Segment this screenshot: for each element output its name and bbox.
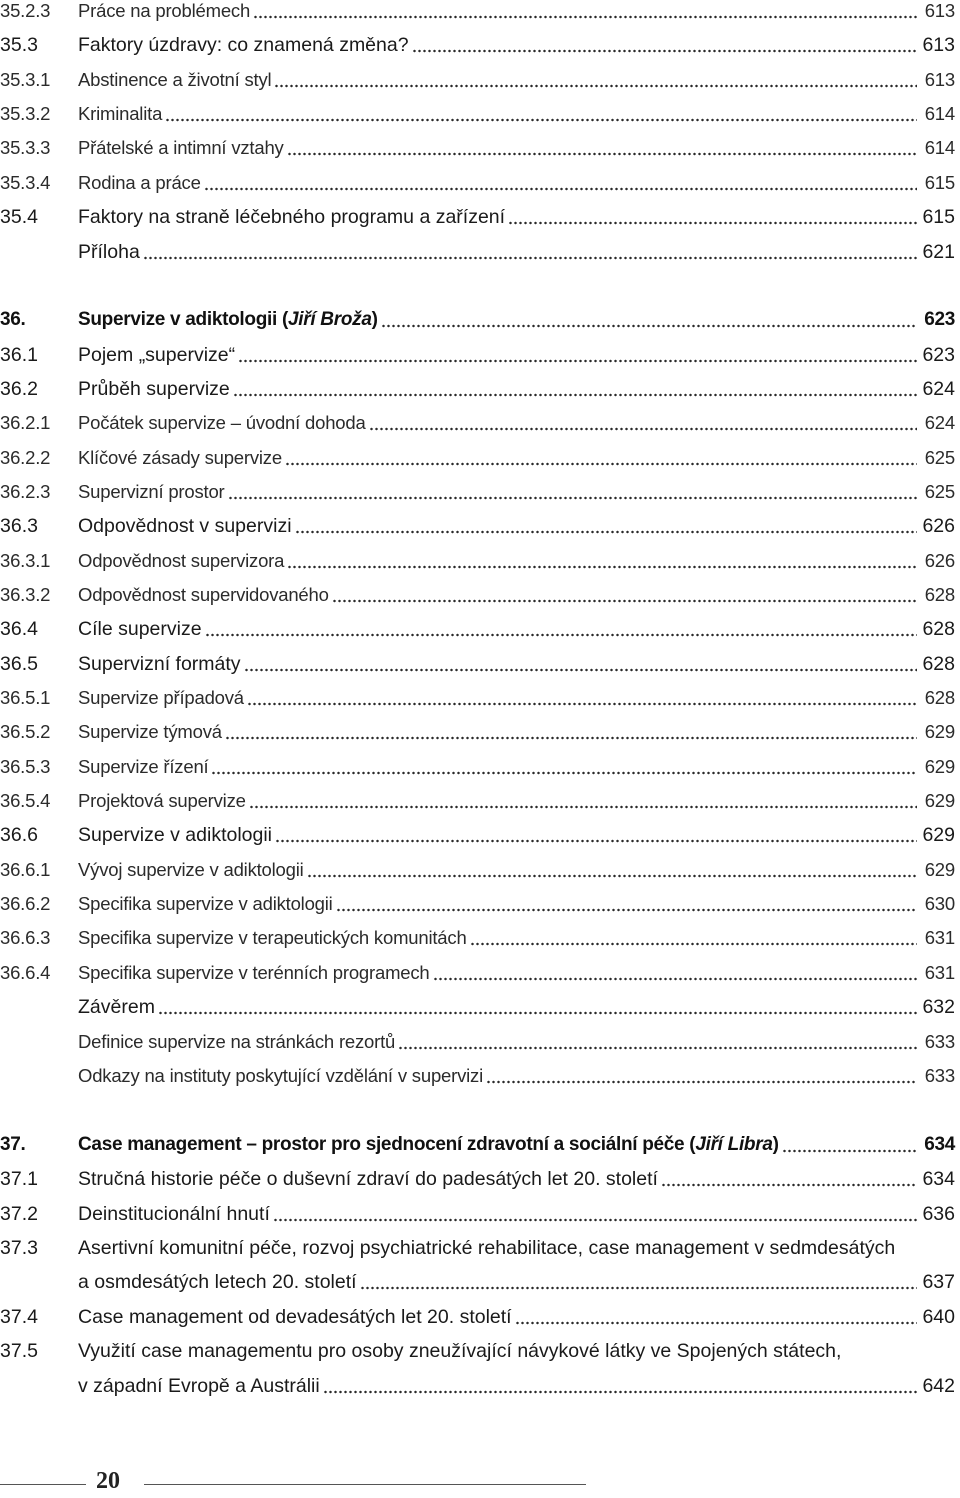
toc-entry-page: 629	[924, 790, 955, 811]
toc-entry-line	[78, 647, 955, 681]
toc-entry-line	[78, 63, 955, 97]
toc-entry	[0, 406, 955, 440]
toc-entry-title	[78, 790, 246, 812]
toc-entry	[0, 818, 955, 852]
toc-entry-title-text: Odpovědnost supervidovaného	[78, 584, 329, 605]
dot-leader	[225, 734, 917, 742]
toc-entry-title	[78, 824, 272, 847]
toc-entry-title-text: Cíle supervize	[78, 617, 202, 640]
toc-entry-line	[78, 509, 955, 543]
toc-entry-line	[78, 1197, 955, 1231]
toc-entry-title-text: Odpovědnost v supervizi	[78, 514, 292, 537]
dot-leader	[205, 631, 917, 639]
toc-entry-page: 623	[922, 343, 955, 366]
toc-entry-title-text: Specifika supervize v terénních programech	[78, 962, 430, 983]
dot-leader	[360, 1284, 917, 1292]
toc-entry-title	[78, 103, 162, 125]
toc-entry-title-text: Supervize týmová	[78, 721, 222, 742]
toc-entry-line	[78, 1265, 955, 1299]
dot-leader	[515, 1319, 917, 1327]
toc-entry-number: 36.3	[0, 515, 38, 537]
toc-entry-line	[78, 372, 955, 406]
toc-entry	[0, 1059, 955, 1093]
toc-entry-number: 36.6.3	[0, 927, 51, 948]
toc-entry-title	[78, 172, 201, 194]
toc-entry-number: 36.2.3	[0, 481, 51, 502]
toc-entry-title	[78, 1203, 270, 1226]
toc-entry-number: 35.3.3	[0, 137, 51, 158]
toc-entry	[0, 750, 955, 784]
toc-entry-line	[78, 715, 955, 749]
toc-entry-title-text: v západní Evropě a Austrálii	[78, 1374, 320, 1397]
toc-entry-title-text: Faktory úzdravy: co znamená změna?	[78, 33, 409, 56]
dot-leader	[412, 47, 917, 55]
toc-entry-line	[78, 97, 955, 131]
dot-leader	[273, 1216, 917, 1224]
toc-entry-page: 634	[922, 1167, 955, 1190]
toc-entry-title	[78, 137, 284, 159]
toc-entry-page: 630	[924, 893, 955, 914]
toc-entry-number: 36.6.4	[0, 962, 51, 983]
toc-entry-line	[78, 303, 955, 337]
toc-entry	[0, 1197, 955, 1231]
toc-entry	[0, 1369, 955, 1403]
footer-rule-left	[0, 1484, 86, 1485]
dot-leader	[249, 803, 917, 811]
toc-entry	[0, 372, 955, 406]
toc-entry-title-text: Supervize v adiktologii (	[78, 309, 288, 330]
dot-leader	[433, 975, 917, 983]
dot-leader	[165, 116, 917, 124]
toc-entry-title	[78, 1168, 658, 1191]
toc-entry-number: 35.4	[0, 206, 38, 228]
dot-leader	[285, 460, 917, 468]
toc-entry-number: 35.3.1	[0, 69, 51, 90]
dot-leader	[336, 906, 917, 914]
toc-entry	[0, 338, 955, 372]
toc-entry-number: 36.5.3	[0, 756, 51, 777]
toc-entry-title	[78, 962, 430, 984]
toc-entry-number: 36.6.1	[0, 859, 51, 880]
toc-entry	[0, 578, 955, 612]
toc-entry-page: 624	[922, 377, 955, 400]
toc-entry-title-text: Pojem „supervize“	[78, 343, 236, 366]
toc-entry-title-text: Průběh supervize	[78, 377, 230, 400]
dot-leader	[332, 597, 917, 605]
toc-entry	[0, 1128, 955, 1162]
toc-entry-number: 37.3	[0, 1237, 38, 1259]
toc-entry-title-text: Odkazy na instituty poskytující vzdělání v supervizi	[78, 1065, 484, 1086]
toc-entry-page: 625	[924, 447, 955, 468]
toc-entry-title-text: Supervize řízení	[78, 756, 209, 777]
toc-entry	[0, 97, 955, 131]
toc-entry-title	[78, 1237, 895, 1260]
toc-entry-number: 36.6.2	[0, 893, 51, 914]
toc-entry-line	[78, 887, 955, 921]
toc-entry-line	[78, 338, 955, 372]
dot-leader	[274, 82, 917, 90]
toc-entry-title-text: Abstinence a životní styl	[78, 69, 272, 90]
toc-entry	[0, 63, 955, 97]
toc-entry-page: 628	[924, 687, 955, 708]
dot-leader	[211, 769, 917, 777]
toc-entry-title	[78, 241, 140, 264]
toc-entry-line	[78, 578, 955, 612]
toc-entry-page: 614	[924, 103, 955, 124]
toc-entry-title	[78, 1306, 512, 1329]
toc-entry-line	[78, 1369, 955, 1403]
toc-entry-page: 634	[924, 1134, 955, 1155]
toc-entry-number: 36.1	[0, 344, 38, 366]
toc-entry-page: 640	[922, 1305, 955, 1328]
toc-entry-title-text: Faktory na straně léčebného programu a zařízení	[78, 205, 506, 228]
toc-entry-title-text: Specifika supervize v terapeutických komunitách	[78, 927, 467, 948]
toc-entry-title-text: Příloha	[78, 240, 140, 263]
toc-entry-line	[78, 406, 955, 440]
toc-entry	[0, 1025, 955, 1059]
toc-entry-title-text: a osmdesátých letech 20. století	[78, 1270, 357, 1293]
toc-entry-title-text: Case management – prostor pro sjednocení zdravotní a sociální péče (	[78, 1134, 696, 1155]
toc-entry-title-text: Specifika supervize v adiktologii	[78, 893, 333, 914]
toc-entry-page: 632	[922, 995, 955, 1018]
dot-leader	[143, 254, 917, 262]
toc-entry-title	[78, 687, 244, 709]
toc-entry-number: 37.5	[0, 1340, 38, 1362]
toc-entry-title	[78, 893, 333, 915]
toc-entry-title-suffix: )	[772, 1134, 779, 1155]
toc-entry	[0, 1334, 955, 1368]
toc-entry-title-text: Počátek supervize – úvodní dohoda	[78, 412, 366, 433]
toc-entry	[0, 853, 955, 887]
dot-leader	[295, 528, 917, 536]
dot-leader	[323, 1388, 917, 1396]
toc-entry-page: 636	[922, 1202, 955, 1225]
dot-leader	[158, 1009, 917, 1017]
toc-entry-page: 637	[922, 1270, 955, 1293]
toc-entry-title	[78, 756, 208, 778]
dot-leader	[369, 425, 917, 433]
toc-entry-title	[78, 34, 409, 57]
toc-entry-line	[78, 1025, 955, 1059]
toc-entry-line	[78, 1128, 955, 1162]
toc-entry-line	[78, 612, 955, 646]
toc-entry-title	[78, 927, 467, 949]
toc-entry-title-text: Case management od devadesátých let 20. století	[78, 1305, 512, 1328]
toc-entry	[0, 475, 955, 509]
toc-entry-line	[78, 475, 955, 509]
toc-entry-line	[78, 131, 955, 165]
toc-entry-title-text: Přátelské a intimní vztahy	[78, 137, 284, 158]
toc-entry-number: 36.2	[0, 378, 38, 400]
toc-entry-page: 625	[924, 481, 955, 502]
toc-entry-page: 614	[924, 137, 955, 158]
toc-entry-title-text: Projektová supervize	[78, 790, 246, 811]
toc-entry-line	[78, 28, 955, 62]
toc-entry-number: 36.	[0, 309, 26, 330]
toc-entry-title-text: Supervizní formáty	[78, 652, 241, 675]
toc-entry-title-text: Rodina a práce	[78, 172, 201, 193]
toc-entry-number: 35.3	[0, 34, 38, 56]
toc-entry-page: 613	[924, 69, 955, 90]
toc-entry	[0, 1265, 955, 1299]
toc-entry-number: 35.3.2	[0, 103, 51, 124]
toc-entry	[0, 200, 955, 234]
dot-leader	[287, 563, 917, 571]
toc-entry	[0, 990, 955, 1024]
toc-entry-number: 36.4	[0, 618, 38, 640]
toc-entry-number: 37.1	[0, 1168, 38, 1190]
toc-entry-title	[78, 69, 271, 91]
toc-entry-title	[78, 721, 222, 743]
toc-entry-title-text: Supervizní prostor	[78, 481, 225, 502]
toc-entry-line	[78, 818, 955, 852]
toc-entry-line	[78, 1300, 955, 1334]
toc-entry-line	[78, 1231, 955, 1265]
toc-entry-number: 37.	[0, 1134, 26, 1155]
dot-leader	[661, 1181, 917, 1189]
toc-entry-line	[78, 166, 955, 200]
toc-entry-title	[78, 1031, 395, 1053]
toc-entry-page: 631	[924, 962, 955, 983]
toc-entry	[0, 647, 955, 681]
toc-entry	[0, 612, 955, 646]
toc-entry-page: 615	[922, 205, 955, 228]
toc-entry-title	[78, 0, 250, 22]
toc-entry-line	[78, 0, 955, 28]
dot-leader	[398, 1044, 917, 1052]
dot-leader	[233, 391, 917, 399]
toc-entry-title	[78, 412, 366, 434]
toc-entry-author: Jiří Libra	[695, 1134, 773, 1155]
dot-leader	[238, 357, 917, 365]
toc-entry	[0, 131, 955, 165]
toc-entry-page: 629	[922, 823, 955, 846]
toc-entry-title	[78, 378, 230, 401]
toc-entry-title-text: Práce na problémech	[78, 0, 251, 21]
toc-entry	[0, 956, 955, 990]
toc-entry-page: 615	[924, 172, 955, 193]
toc-entry	[0, 887, 955, 921]
toc-entry-title	[78, 309, 378, 331]
toc-entry-number: 36.3.2	[0, 584, 51, 605]
dot-leader	[253, 13, 917, 21]
toc-entry-title-suffix: )	[371, 309, 378, 330]
toc-entry-title	[78, 996, 155, 1019]
toc-entry-line	[78, 921, 955, 955]
toc-entry-number: 35.2.3	[0, 0, 51, 21]
footer-rule-right	[144, 1484, 586, 1485]
dot-leader	[782, 1147, 917, 1155]
toc-entry-line	[78, 956, 955, 990]
toc-entry	[0, 1231, 955, 1265]
toc-entry-page: 633	[924, 1031, 955, 1052]
dot-leader	[470, 940, 917, 948]
toc-entry	[0, 681, 955, 715]
toc-entry	[0, 544, 955, 578]
toc-entry-title-text: Kriminalita	[78, 103, 163, 124]
toc-entry-title	[78, 206, 505, 229]
toc-entry-line	[78, 681, 955, 715]
toc-entry-number: 37.4	[0, 1306, 38, 1328]
toc-entry-title	[78, 653, 241, 676]
toc-entry-title-text: Odpovědnost supervizora	[78, 550, 285, 571]
toc-entry-title-text: Supervize případová	[78, 687, 244, 708]
toc-entry-number: 36.2.2	[0, 447, 51, 468]
toc-entry-title	[78, 550, 284, 572]
dot-leader	[204, 185, 917, 193]
toc-entry-number: 36.5	[0, 653, 38, 675]
page-number: 20	[96, 1468, 120, 1494]
toc-entry-page: 623	[924, 309, 955, 330]
toc-entry-page: 624	[924, 412, 955, 433]
toc-entry-page: 628	[922, 652, 955, 675]
dot-leader	[381, 322, 917, 330]
toc-entry-line	[78, 750, 955, 784]
toc-entry-title	[78, 859, 304, 881]
toc-entry-page: 613	[922, 33, 955, 56]
dot-leader	[508, 219, 917, 227]
toc-entry-title	[78, 481, 225, 503]
toc-entry-page: 642	[922, 1374, 955, 1397]
toc-entry	[0, 441, 955, 475]
toc-entry-line	[78, 200, 955, 234]
toc-entry-title-text: Definice supervize na stránkách rezortů	[78, 1031, 396, 1052]
toc-entry	[0, 235, 955, 269]
toc-entry-line	[78, 235, 955, 269]
dot-leader	[486, 1078, 917, 1086]
toc-entry-line	[78, 784, 955, 818]
toc-entry-page: 628	[924, 584, 955, 605]
toc-entry	[0, 0, 955, 28]
toc-entry-number: 37.2	[0, 1203, 38, 1225]
toc-entry-page: 633	[924, 1065, 955, 1086]
toc-entry-page: 626	[922, 514, 955, 537]
toc-entry-title-text: Stručná historie péče o duševní zdraví do padesátých let 20. století	[78, 1167, 658, 1190]
dot-leader	[244, 666, 917, 674]
toc-entry-page: 629	[924, 721, 955, 742]
toc-entry-title	[78, 1065, 483, 1087]
toc-entry-title-text: Závěrem	[78, 995, 155, 1018]
toc-entry-title-text: Deinstitucionální hnutí	[78, 1202, 270, 1225]
toc-entry-line	[78, 990, 955, 1024]
dot-leader	[287, 150, 917, 158]
toc-entry-title	[78, 447, 282, 469]
toc-entry-title	[78, 618, 202, 641]
toc-entry-line	[78, 1162, 955, 1196]
toc-entry-title-text: Využití case managementu pro osoby zneužívající návykové látky ve Spojených státech,	[78, 1339, 842, 1362]
toc-entry-title	[78, 1271, 357, 1294]
toc-entry-title	[78, 1134, 779, 1156]
toc-entry	[0, 715, 955, 749]
toc-entry	[0, 1162, 955, 1196]
toc-entry-number: 35.3.4	[0, 172, 51, 193]
toc-entry-page: 626	[924, 550, 955, 571]
toc-entry-page: 621	[922, 240, 955, 263]
toc-entry	[0, 784, 955, 818]
toc-entry-line	[78, 1334, 955, 1368]
toc-entry-page: 631	[924, 927, 955, 948]
toc-entry-title-text: Klíčové zásady supervize	[78, 447, 282, 468]
toc-entry-title	[78, 1375, 320, 1398]
toc-entry-page: 628	[922, 617, 955, 640]
toc-entry-number: 36.5.4	[0, 790, 51, 811]
toc-entry-number: 36.3.1	[0, 550, 51, 571]
dot-leader	[247, 700, 917, 708]
toc-entry	[0, 921, 955, 955]
toc-entry-title-text: Vývoj supervize v adiktologii	[78, 859, 304, 880]
toc-entry-title-text: Supervize v adiktologii	[78, 823, 273, 846]
toc-entry	[0, 166, 955, 200]
toc-entry-line	[78, 1059, 955, 1093]
toc-entry-line	[78, 853, 955, 887]
toc-entry-line	[78, 441, 955, 475]
toc-entry-title-text: Asertivní komunitní péče, rozvoj psychiatrické rehabilitace, case management v sedmdesátých	[78, 1236, 896, 1259]
page-footer	[0, 1466, 960, 1498]
dot-leader	[275, 837, 917, 845]
toc-entry-number: 36.5.1	[0, 687, 51, 708]
toc-entry-title	[78, 344, 235, 367]
toc-entry-number: 36.6	[0, 824, 38, 846]
toc-entry-line	[78, 544, 955, 578]
toc-entry	[0, 509, 955, 543]
toc-entry-page: 629	[924, 756, 955, 777]
toc-entry-page: 613	[924, 0, 955, 21]
toc-entry-author: Jiří Broža	[288, 309, 372, 330]
toc-entry	[0, 303, 955, 337]
toc-entry-title	[78, 584, 329, 606]
toc-entry	[0, 28, 955, 62]
toc-entry-title	[78, 1340, 841, 1363]
toc-entry-number: 36.5.2	[0, 721, 51, 742]
dot-leader	[228, 494, 917, 502]
toc-entry-number: 36.2.1	[0, 412, 51, 433]
toc-entry-page: 629	[924, 859, 955, 880]
dot-leader	[307, 872, 917, 880]
toc-entry	[0, 1300, 955, 1334]
toc-entry-title	[78, 515, 292, 538]
